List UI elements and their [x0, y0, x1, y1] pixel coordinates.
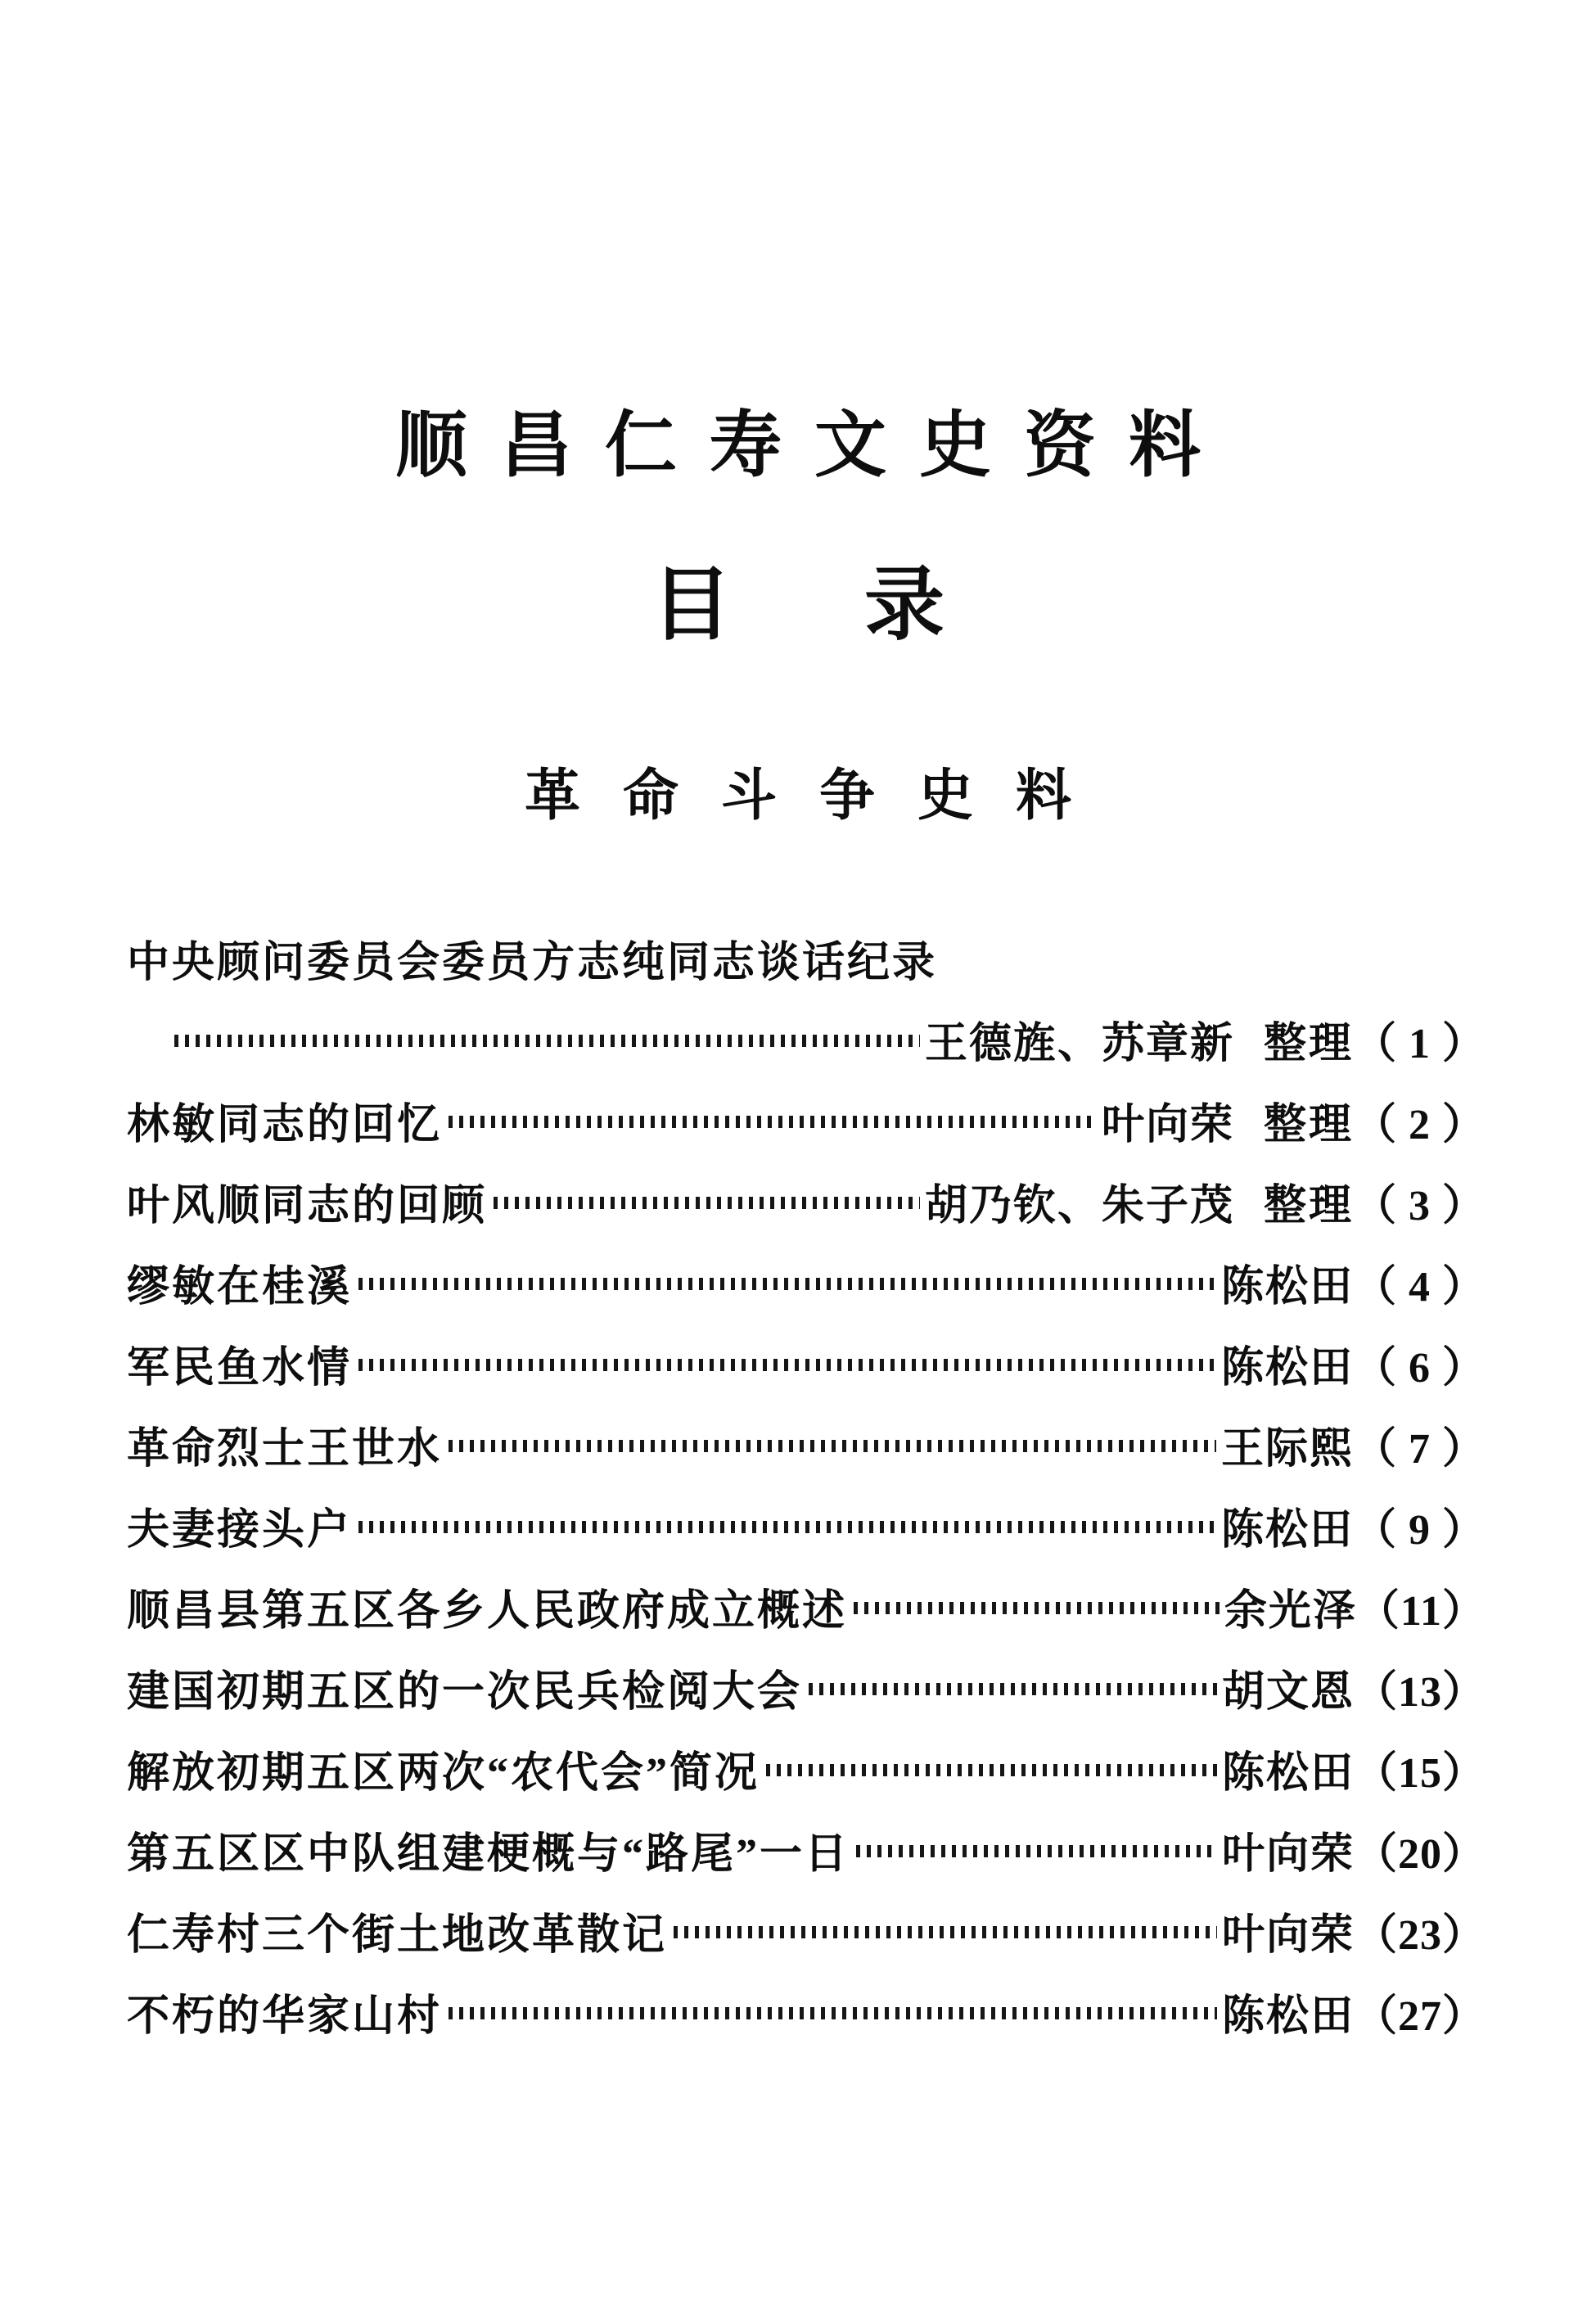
dot-leader [449, 1440, 1216, 1452]
dot-leader [174, 1035, 920, 1047]
entry-authors: 陈松田 [1220, 1345, 1354, 1392]
entry-authors: 叶向荣 [1221, 1912, 1355, 1959]
dot-leader [856, 1845, 1217, 1857]
entry-role: 整理 [1263, 1102, 1354, 1148]
entry-authors: 王德旌、苏章新 [924, 1021, 1234, 1067]
entry-page-number: （ 3 ） [1353, 1183, 1486, 1229]
entry-role: 整理 [1263, 1183, 1354, 1229]
toc-entry-row [127, 1485, 1486, 1566]
entry-page-number: （11） [1356, 1588, 1486, 1635]
toc-entry-row [127, 1161, 1486, 1242]
entry-page-number: （ 6 ） [1353, 1345, 1486, 1392]
toc-entry-row [127, 1404, 1486, 1485]
toc-entry-continuation-row [127, 999, 1486, 1080]
dot-leader [674, 1926, 1217, 1938]
entry-title: 不朽的华家山村 [127, 1993, 443, 2040]
toc-entry-row [127, 1242, 1486, 1323]
entry-title: 林敏同志的回忆 [127, 1102, 443, 1148]
entry-title: 解放初期五区两次“农代会”简况 [127, 1750, 760, 1797]
dot-leader [358, 1359, 1216, 1371]
toc-entry-row [127, 1080, 1486, 1161]
entry-authors: 陈松田 [1221, 1993, 1355, 2040]
entry-authors: 胡乃钦、朱子茂 [924, 1183, 1234, 1229]
dot-leader [449, 1116, 1097, 1128]
toc-entry-row [127, 1566, 1486, 1647]
entry-title: 革命烈士王世水 [127, 1426, 443, 1473]
entry-page-number: （15） [1354, 1750, 1486, 1797]
entry-title: 夫妻接头户 [127, 1507, 353, 1554]
series-title: 顺昌仁寿文史资料 [394, 407, 1233, 486]
dot-leader [358, 1521, 1216, 1533]
entry-page-number: （13） [1354, 1669, 1486, 1716]
entry-page-number: （ 2 ） [1353, 1102, 1486, 1148]
entry-page-number: （27） [1354, 1993, 1486, 2040]
dot-leader [766, 1764, 1217, 1776]
dot-leader [358, 1278, 1216, 1290]
entry-authors: 陈松田 [1221, 1750, 1355, 1797]
entry-page-number: （23） [1354, 1912, 1486, 1959]
toc-heading: 目录 [651, 562, 1077, 650]
entry-authors: 陈松田 [1220, 1264, 1354, 1311]
toc-entry-title-row [127, 918, 1486, 999]
toc-entry-row [127, 1809, 1486, 1890]
entry-authors: 陈松田 [1220, 1507, 1354, 1554]
entry-page-number: （ 7 ） [1353, 1426, 1486, 1473]
entry-authors: 叶向荣 [1101, 1102, 1234, 1148]
entry-page-number: （ 9 ） [1353, 1507, 1486, 1554]
entry-authors: 余光泽 [1224, 1588, 1357, 1635]
toc-entry-row [127, 1323, 1486, 1404]
entry-title: 中央顾问委员会委员方志纯同志谈话纪录 [127, 940, 938, 986]
dot-leader [809, 1683, 1217, 1695]
entry-page-number: （ 4 ） [1353, 1264, 1486, 1311]
section-heading: 革命斗争史料 [524, 765, 1114, 827]
entry-title: 叶风顺同志的回顾 [127, 1183, 488, 1229]
entry-title: 缪敏在桂溪 [127, 1264, 353, 1311]
dot-leader [449, 2007, 1217, 2019]
entry-title: 顺昌县第五区各乡人民政府成立概述 [127, 1588, 848, 1635]
entry-authors: 叶向荣 [1221, 1831, 1355, 1878]
dot-leader [494, 1197, 920, 1209]
dot-leader [854, 1602, 1220, 1614]
entry-role: 整理 [1263, 1021, 1354, 1067]
entry-page-number: （20） [1354, 1831, 1486, 1878]
entry-authors: 王际熙 [1220, 1426, 1354, 1473]
toc-entry-row [127, 1728, 1486, 1809]
entry-authors: 胡文恩 [1221, 1669, 1355, 1716]
entry-page-number: （ 1 ） [1353, 1021, 1486, 1067]
toc-entry-row [127, 1647, 1486, 1728]
entry-title: 军民鱼水情 [127, 1345, 353, 1392]
entry-title: 仁寿村三个街土地改革散记 [127, 1912, 668, 1959]
toc-entry-row [127, 1890, 1486, 1971]
toc-list [127, 918, 1486, 2052]
toc-entry-row [127, 1971, 1486, 2052]
entry-title: 第五区区中队组建梗概与“路尾”一日 [127, 1831, 850, 1878]
entry-title: 建国初期五区的一次民兵检阅大会 [127, 1669, 803, 1716]
